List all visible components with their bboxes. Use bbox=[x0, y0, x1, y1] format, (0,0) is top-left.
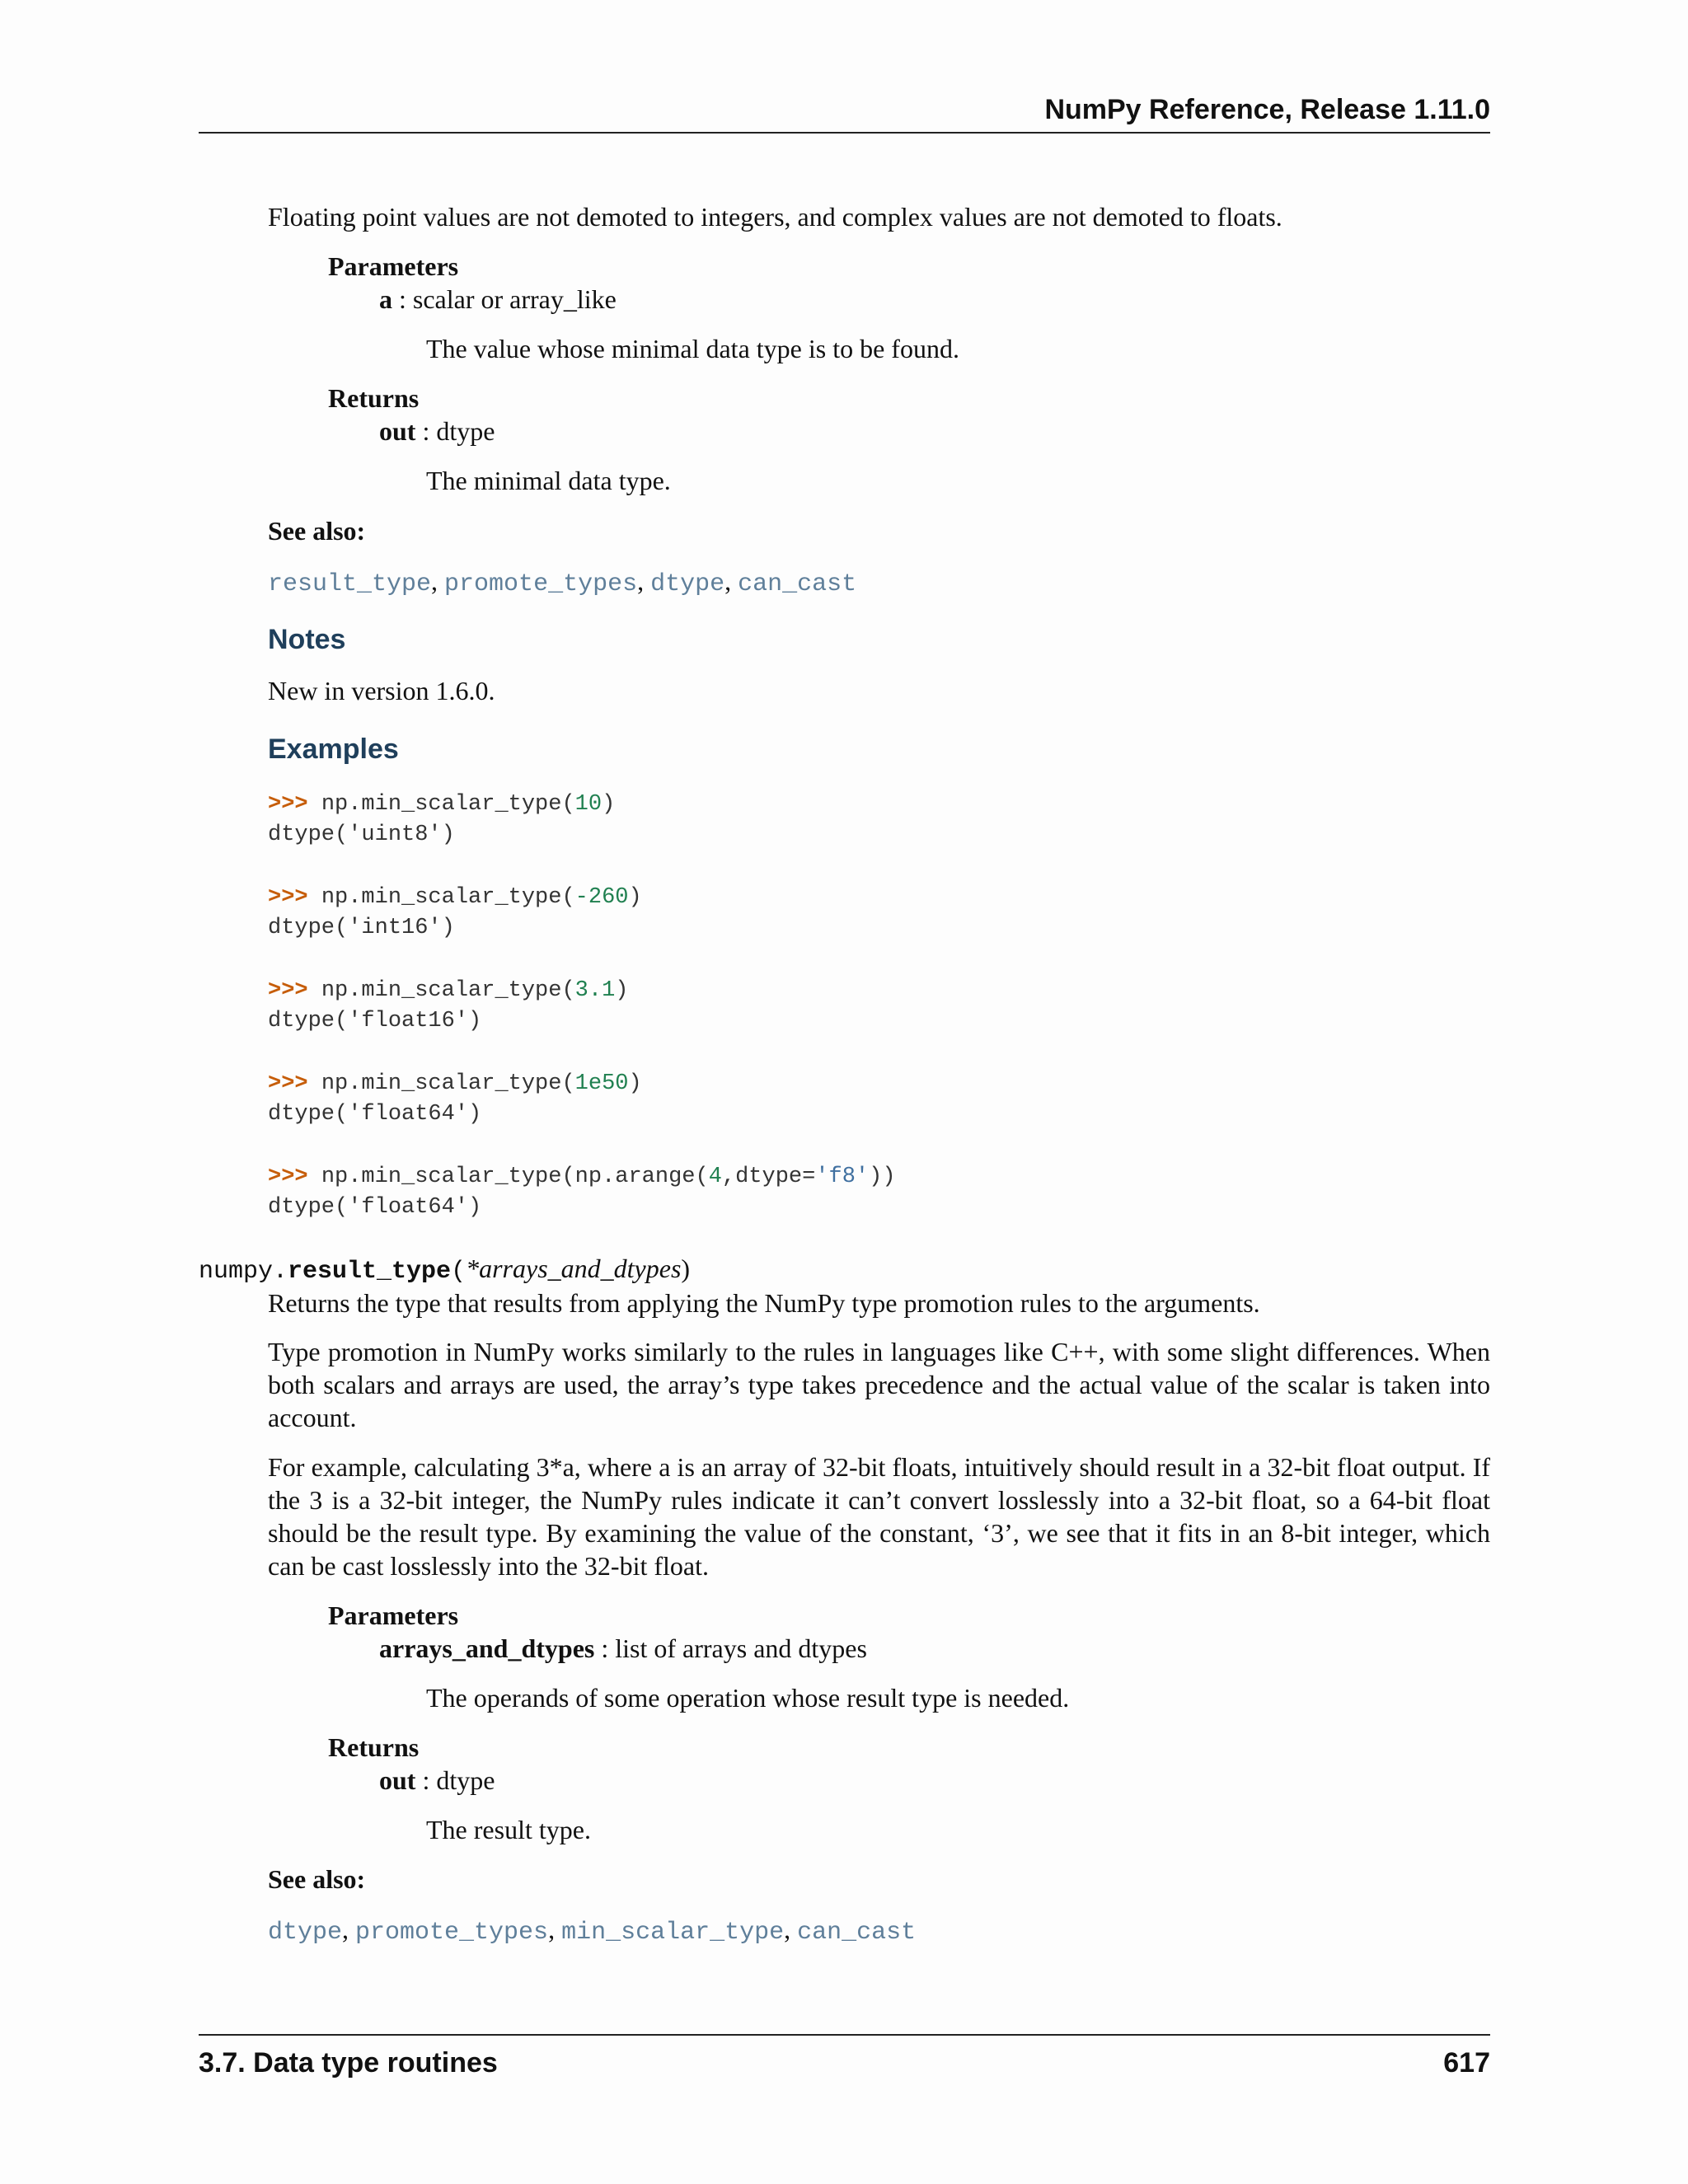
signature-open-paren: ( bbox=[451, 1258, 467, 1286]
link-promote-types[interactable]: promote_types bbox=[444, 570, 638, 598]
param-description: The value whose minimal data type is to be found. bbox=[426, 334, 959, 363]
code-prompt: >>> bbox=[268, 978, 308, 1003]
code-prompt: >>> bbox=[268, 1071, 308, 1096]
notes-text: New in version 1.6.0. bbox=[268, 676, 495, 705]
code-output: dtype('float16') bbox=[268, 1009, 482, 1033]
returns-label: Returns bbox=[328, 383, 420, 413]
return-description: The result type. bbox=[426, 1815, 591, 1844]
param-entry bbox=[379, 283, 617, 316]
code-example bbox=[268, 976, 628, 1037]
code-close: ) bbox=[628, 1071, 642, 1096]
code-prompt: >>> bbox=[268, 1165, 308, 1189]
code-call: np.min_scalar_type( bbox=[321, 885, 575, 910]
signature-module: numpy. bbox=[199, 1258, 288, 1286]
page-header bbox=[199, 91, 1490, 134]
code-output: dtype('int16') bbox=[268, 916, 455, 940]
code-close: ) bbox=[602, 792, 616, 817]
code-example bbox=[268, 1069, 642, 1130]
code-prompt: >>> bbox=[268, 792, 308, 817]
code-arg: 4 bbox=[708, 1165, 722, 1189]
code-prompt: >>> bbox=[268, 885, 308, 910]
param-description: The operands of some operation whose result type is needed. bbox=[426, 1683, 1070, 1713]
code-output: dtype('float64') bbox=[268, 1195, 482, 1220]
code-example bbox=[268, 883, 642, 944]
code-arg: 3.1 bbox=[574, 978, 616, 1003]
function-signature bbox=[199, 1254, 690, 1286]
code-call: np.min_scalar_type( bbox=[321, 978, 575, 1003]
see-also-links: dtype, promote_types, min_scalar_type, can_cast bbox=[268, 1915, 917, 1947]
intro-text: Floating point values are not demoted to integers, and complex values are not demoted to floats. bbox=[268, 202, 1282, 232]
summary-text: Returns the type that results from applying the NumPy type promotion rules to the arguments. bbox=[268, 1288, 1260, 1318]
return-description: The minimal data type. bbox=[426, 466, 671, 495]
return-name: out bbox=[379, 1765, 416, 1795]
parameters-label: Parameters bbox=[328, 251, 459, 281]
see-also-links: result_type, promote_types, dtype, can_cast bbox=[268, 566, 857, 598]
signature-name: result_type bbox=[288, 1258, 452, 1286]
code-call: np.min_scalar_type( bbox=[321, 1071, 575, 1096]
return-type: : dtype bbox=[415, 416, 495, 446]
link-dtype[interactable]: dtype bbox=[650, 570, 725, 598]
code-arg: -260 bbox=[574, 885, 629, 910]
return-entry bbox=[379, 1764, 495, 1797]
signature-args: *arrays_and_dtypes bbox=[466, 1254, 682, 1283]
page-footer bbox=[199, 2034, 1490, 2093]
code-arg: 1e50 bbox=[574, 1071, 629, 1096]
param-name: arrays_and_dtypes bbox=[379, 1633, 595, 1663]
param-type: : scalar or array_like bbox=[392, 284, 617, 314]
code-call: np.min_scalar_type( bbox=[321, 792, 575, 817]
code-output: dtype('uint8') bbox=[268, 823, 455, 847]
code-example bbox=[268, 790, 615, 851]
link-can-cast[interactable]: can_cast bbox=[738, 570, 857, 598]
return-type: : dtype bbox=[415, 1765, 495, 1795]
code-example bbox=[268, 1162, 896, 1223]
param-entry bbox=[379, 1632, 867, 1665]
link-can-cast[interactable]: can_cast bbox=[797, 1919, 917, 1947]
code-arg: 10 bbox=[574, 792, 603, 817]
code-kwarg: ,dtype= bbox=[721, 1165, 816, 1189]
footer-section-title: 3.7. Data type routines bbox=[199, 2047, 498, 2079]
see-also-label: See also: bbox=[268, 1864, 366, 1894]
link-result-type[interactable]: result_type bbox=[268, 570, 432, 598]
header-title: NumPy Reference, Release 1.11.0 bbox=[1044, 94, 1490, 125]
signature-close-paren: ) bbox=[681, 1254, 691, 1283]
return-entry bbox=[379, 415, 495, 448]
code-call: np.min_scalar_type(np.arange( bbox=[321, 1165, 709, 1189]
code-close: ) bbox=[628, 885, 642, 910]
paragraph: Type promotion in NumPy works similarly to the rules in languages like C++, with some slight differences. When both scalars and arrays are used, the array’s type takes precedence and the actual value of the scalar is taken into account. bbox=[268, 1337, 1490, 1432]
parameters-label: Parameters bbox=[328, 1601, 459, 1630]
link-promote-types[interactable]: promote_types bbox=[355, 1919, 549, 1947]
link-min-scalar-type[interactable]: min_scalar_type bbox=[561, 1919, 785, 1947]
see-also-label: See also: bbox=[268, 516, 366, 546]
notes-heading: Notes bbox=[268, 624, 346, 655]
examples-heading: Examples bbox=[268, 733, 399, 765]
code-string: 'f8' bbox=[815, 1165, 870, 1189]
param-type: : list of arrays and dtypes bbox=[594, 1633, 867, 1663]
page-number: 617 bbox=[1443, 2047, 1490, 2079]
return-name: out bbox=[379, 416, 416, 446]
link-dtype[interactable]: dtype bbox=[268, 1919, 343, 1947]
param-name: a bbox=[379, 284, 392, 314]
paragraph: For example, calculating 3*a, where a is an array of 32-bit floats, intuitively should result in a 32-bit float output. If the 3 is a 32-bit integer, the NumPy rules indicate it can’t convert losslessly into a 32-bit float, so a 64-bit float should be the result type. By examining the value of the constant, ‘3’, we see that it fits in an 8-bit integer, which can be cast losslessly into the 32-bit float. bbox=[268, 1452, 1490, 1581]
code-close: )) bbox=[869, 1165, 896, 1189]
code-close: ) bbox=[615, 978, 629, 1003]
returns-label: Returns bbox=[328, 1732, 420, 1762]
code-output: dtype('float64') bbox=[268, 1102, 482, 1127]
